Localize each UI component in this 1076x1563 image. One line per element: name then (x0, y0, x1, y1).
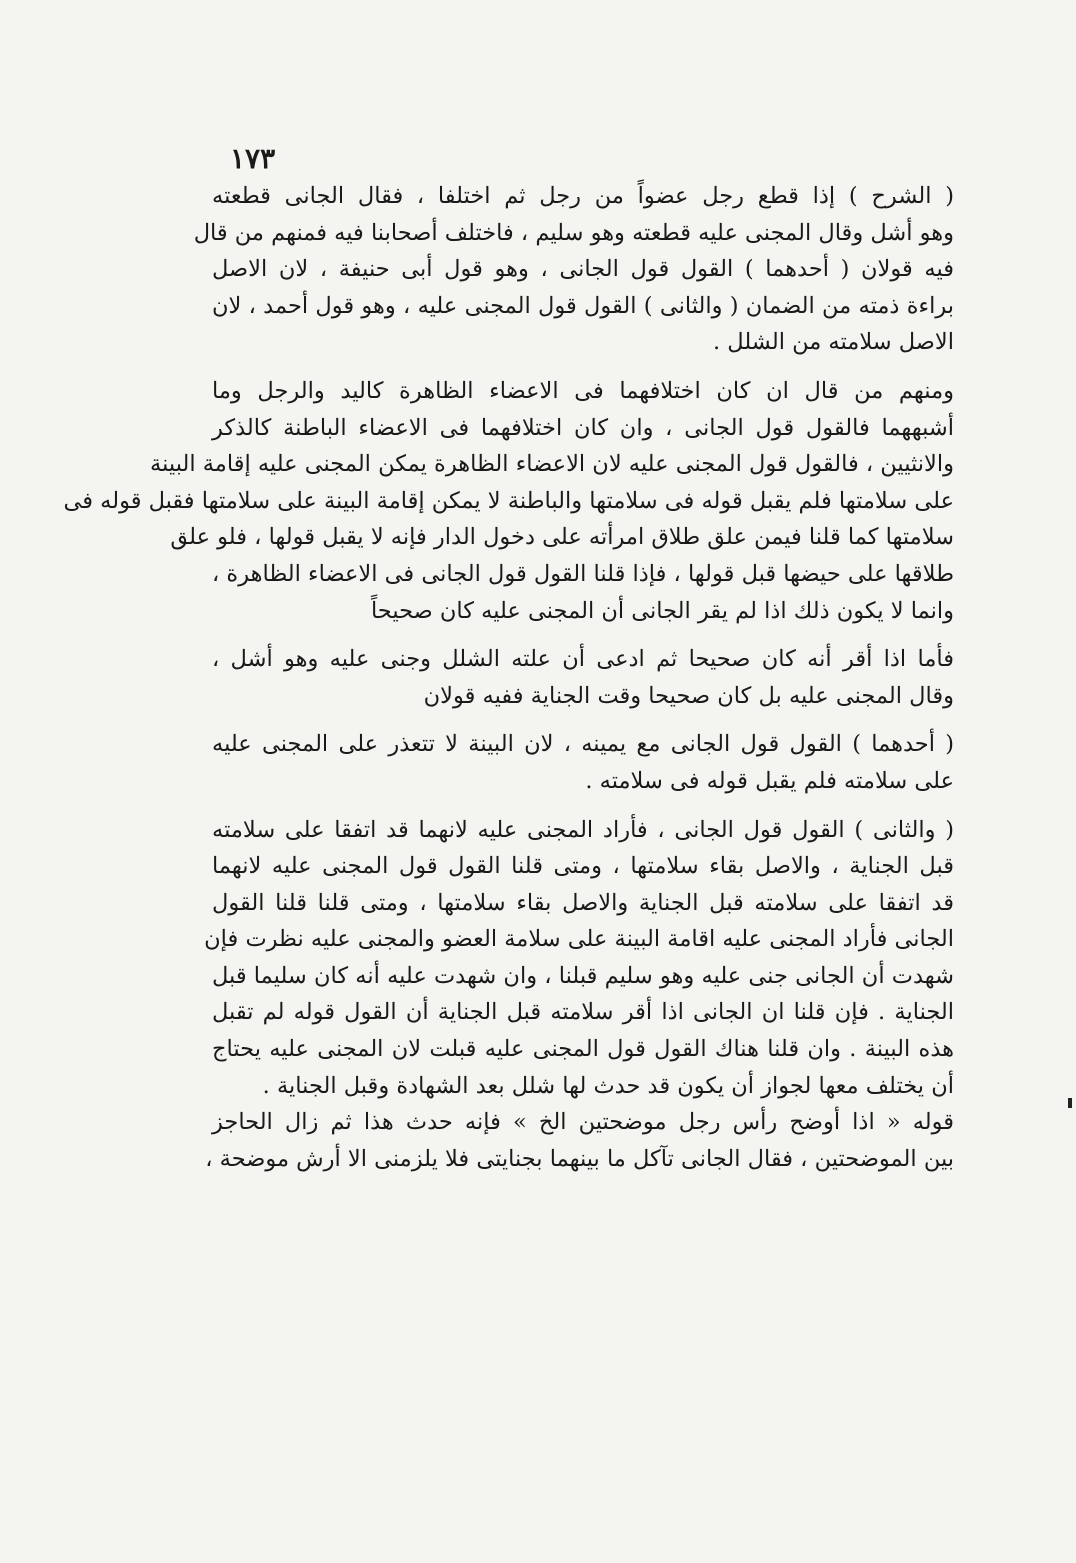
text-line: فأما اذا أقر أنه كان صحيحا ثم ادعى أن علته الشلل وجنى عليه وهو أشل ، (212, 646, 954, 673)
text-line: بين الموضحتين ، فقال الجانى تآكل ما بينهما بجنايتى فلا يلزمنى الا أرش موضحة ، (205, 1145, 954, 1172)
text-line: فيه قولان ( أحدهما ) القول قول الجانى ، وهو قول أبى حنيفة ، لان الاصل (212, 256, 954, 283)
text-line: الاصل سلامته من الشلل . (712, 329, 954, 356)
paragraph (212, 726, 954, 799)
paragraph (212, 641, 954, 714)
text-line: الجانى فأراد المجنى عليه اقامة البينة على سلامة العضو والمجنى عليه نظرت فإن (204, 926, 954, 953)
text-line: قوله « اذا أوضح رأس رجل موضحتين الخ » فإنه حدث هذا ثم زال الحاجز (212, 1109, 954, 1136)
text-line: على سلامتها فلم يقبل قوله فى سلامتها والباطنة لا يمكن إقامة البينة على سلامتها فقبل قوله فى (63, 487, 954, 514)
text-line: أن يختلف معها لجواز أن يكون قد حدث لها شلل بعد الشهادة وقبل الجناية . (262, 1072, 954, 1099)
text-line: وهو أشل وقال المجنى عليه قطعته وهو سليم ، فاختلف أصحابنا فيه فمنهم من قال (193, 219, 954, 246)
text-line: ( والثانى ) القول قول الجانى ، فأراد المجنى عليه لانهما قد اتفقا على سلامته (212, 816, 954, 843)
body-text (63, 178, 954, 1177)
text-line: ( أحدهما ) القول قول الجانى مع يمينه ، لان البينة لا تتعذر على المجنى عليه (212, 731, 954, 758)
text-line: ومنهم من قال ان كان اختلافهما فى الاعضاء الظاهرة كاليد والرجل وما (212, 377, 954, 404)
text-line: الجناية . فإن قلنا ان الجانى اذا أقر سلامته قبل الجناية أن القول قوله لم تقبل (212, 999, 954, 1026)
text-line: على سلامته فلم يقبل قوله فى سلامته . (585, 767, 954, 794)
text-line: أشبههما فالقول قول الجانى ، وان كان اختلافهما فى الاعضاء الباطنة كالذكر (212, 414, 954, 441)
text-line: شهدت أن الجانى جنى عليه وهو سليم قبلنا ، وان شهدت عليه أنه كان سليما قبل (212, 962, 954, 989)
text-line: قد اتفقا على سلامته قبل الجناية والاصل بقاء سلامتها ، ومتى قلنا قلنا القول (212, 889, 954, 916)
text-line: والانثيين ، فالقول قول المجنى عليه لان الاعضاء الظاهرة يمكن المجنى عليه إقامة البينة (150, 451, 954, 478)
paragraph-commentary (193, 178, 954, 361)
page-number: ١٧٣ (230, 142, 276, 175)
paragraph (204, 812, 954, 1105)
text-line: ( الشرح ) إذا قطع رجل عضواً من رجل ثم اختلفا ، فقال الجانى قطعته (212, 183, 954, 209)
paragraph (63, 373, 954, 629)
text-line: وانما لا يكون ذلك اذا لم يقر الجانى أن المجنى عليه كان صحيحاً (370, 597, 954, 624)
text-line: براءة ذمته من الضمان ( والثانى ) القول قول المجنى عليه ، وهو قول أحمد ، لان (212, 292, 954, 319)
text-line: طلاقها على حيضها قبل قولها ، فإذا قلنا القول قول الجانى فى الاعضاء الظاهرة ، (212, 560, 954, 587)
text-line: سلامتها كما قلنا فيمن علق طلاق امرأته على دخول الدار فإنه لا يقبل قولها ، فلو علق (170, 524, 954, 551)
scan-mark (1068, 1098, 1072, 1108)
paragraph (205, 1104, 954, 1177)
text-line: قبل الجناية ، والاصل بقاء سلامتها ، ومتى قلنا القول قول المجنى عليه لانهما (212, 853, 954, 880)
text-line: وقال المجنى عليه بل كان صحيحا وقت الجناية ففيه قولان (423, 682, 954, 709)
text-line: هذه البينة . وان قلنا هناك القول قول المجنى عليه قبلت لان المجنى عليه يحتاج (212, 1036, 954, 1063)
